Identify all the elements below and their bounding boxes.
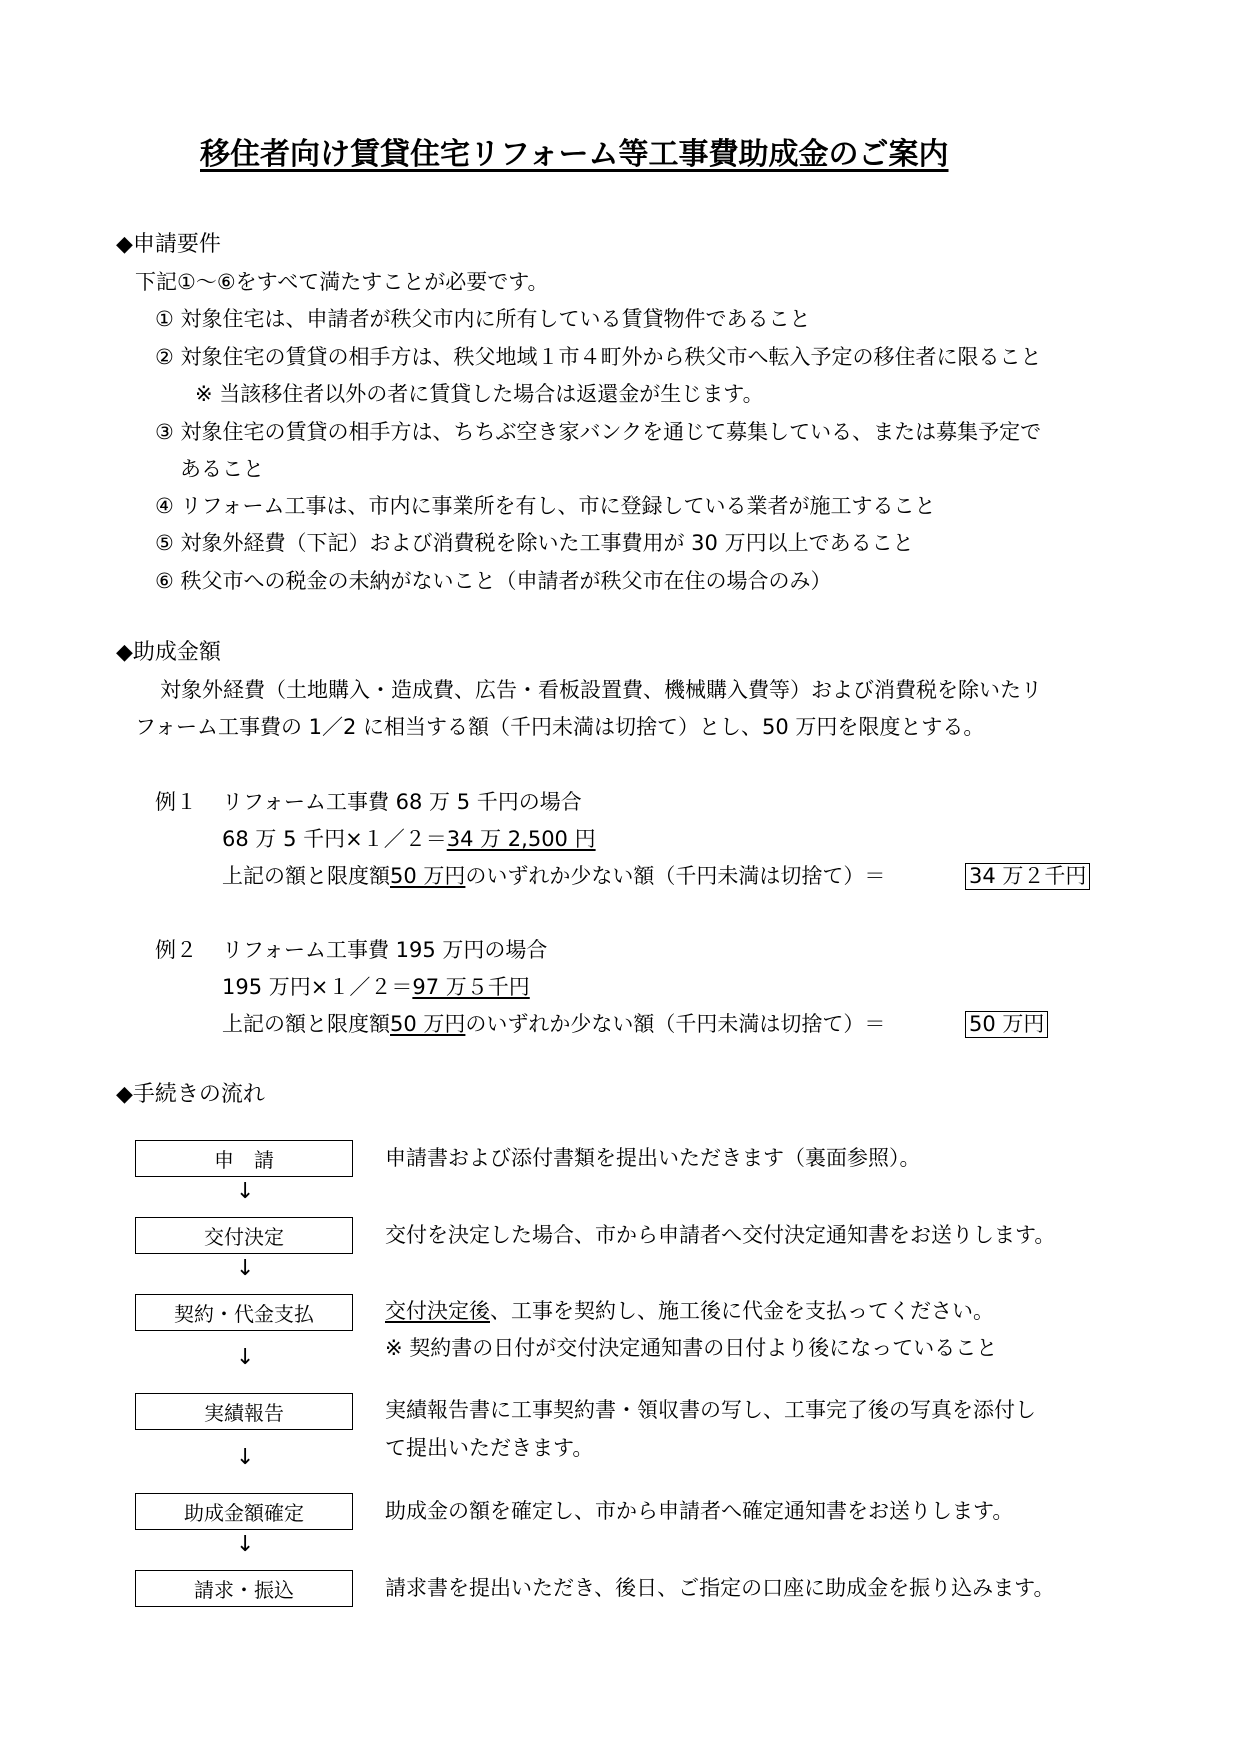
example2-calc-prefix: 195 万円×１／２＝ [222, 975, 413, 999]
example1-calc-result: 34 万 2,500 円 [446, 827, 596, 851]
example1-cmp-suffix: のいずれか少ない額（千円未満は切捨て）＝ [465, 864, 886, 888]
flow-step-claim-transfer-desc: 請求書を提出いただき、後日、ご指定の口座に助成金を振り込みます。 [385, 1576, 1055, 1600]
flow-arrow-3: ↓ [236, 1345, 255, 1370]
example2-cmp-prefix: 上記の額と限度額 [222, 1012, 390, 1036]
flow-heading: ◆手続きの流れ [116, 1082, 265, 1107]
example2-case: リフォーム工事費 195 万円の場合 [222, 938, 548, 962]
example2-result: 50 万円 [965, 1011, 1048, 1038]
flow-step-contract-payment-desc-underlined: 交付決定後 [385, 1299, 490, 1323]
requirement-item-1: ① 対象住宅は、申請者が秩父市内に所有している賃貸物件であること [155, 307, 811, 331]
requirement-item-5: ⑤ 対象外経費（下記）および消費税を除いた工事費用が 30 万円以上であること [155, 531, 914, 555]
flow-step-contract-payment-note: ※ 契約書の日付が交付決定通知書の日付より後になっていること [385, 1336, 998, 1360]
flow-step-contract-payment-desc-rest: 、工事を契約し、施工後に代金を支払ってください。 [490, 1299, 994, 1323]
flow-step-claim-transfer: 請求・振込 [135, 1570, 353, 1607]
flow-step-apply-desc: 申請書および添付書類を提出いただきます（裏面参照）。 [385, 1146, 921, 1170]
requirement-item-4: ④ リフォーム工事は、市内に事業所を有し、市に登録している業者が施工すること [155, 494, 936, 518]
flow-step-report-desc: 実績報告書に工事契約書・領収書の写し、工事完了後の写真を添付し [385, 1398, 1036, 1422]
flow-step-amount-confirm-desc: 助成金の額を確定し、市から申請者へ確定通知書をお送りします。 [385, 1499, 1014, 1523]
requirements-heading: ◆申請要件 [116, 232, 221, 257]
amount-desc-line2: フォーム工事費の 1／2 に相当する額（千円未満は切捨て）とし、50 万円を限度とする。 [135, 715, 985, 739]
requirement-item-2: ② 対象住宅の賃貸の相手方は、秩父地域１市４町外から秩父市へ転入予定の移住者に限ること [155, 345, 1042, 369]
flow-arrow-2: ↓ [236, 1256, 255, 1281]
example1-compare [222, 864, 885, 889]
flow-step-report: 実績報告 [135, 1393, 353, 1430]
example2-limit: 50 万円 [390, 1012, 466, 1036]
flow-arrow-4: ↓ [236, 1445, 255, 1470]
example1-cmp-prefix: 上記の額と限度額 [222, 864, 390, 888]
flow-step-grant-decision-desc: 交付を決定した場合、市から申請者へ交付決定通知書をお送りします。 [385, 1223, 1056, 1247]
flow-step-grant-decision: 交付決定 [135, 1217, 353, 1254]
flow-step-report-desc-cont: て提出いただきます。 [385, 1436, 594, 1460]
flow-step-contract-payment: 契約・代金支払 [135, 1294, 353, 1331]
example2-cmp-suffix: のいずれか少ない額（千円未満は切捨て）＝ [465, 1012, 886, 1036]
flow-step-contract-payment-desc [385, 1299, 994, 1324]
requirement-item-3: ③ 対象住宅の賃貸の相手方は、ちちぶ空き家バンクを通じて募集している、または募集予定で [155, 420, 1042, 444]
example1-calc [222, 827, 596, 852]
amount-heading: ◆助成金額 [116, 640, 221, 665]
example2-calc [222, 975, 530, 1000]
page-title: 移住者向け賃貸住宅リフォーム等工事費助成金のご案内 [200, 137, 949, 172]
requirement-item-6: ⑥ 秩父市への税金の未納がないこと（申請者が秩父市在住の場合のみ） [155, 569, 832, 593]
requirement-item-3-cont: あること [180, 457, 264, 481]
flow-arrow-1: ↓ [236, 1179, 255, 1204]
example1-calc-prefix: 68 万 5 千円×１／２＝ [222, 827, 447, 851]
example2-label: 例２ [155, 938, 197, 962]
requirements-intro: 下記①～⑥をすべて満たすことが必要です。 [135, 270, 549, 294]
example1-label: 例１ [155, 790, 197, 814]
example1-result: 34 万２千円 [965, 863, 1090, 890]
requirement-note: ※ 当該移住者以外の者に賃貸した場合は返還金が生じます。 [195, 382, 764, 406]
example1-case: リフォーム工事費 68 万 5 千円の場合 [222, 790, 582, 814]
example1-limit: 50 万円 [390, 864, 466, 888]
flow-step-apply: 申 請 [135, 1140, 353, 1177]
flow-step-amount-confirm: 助成金額確定 [135, 1493, 353, 1530]
amount-desc-line1: 対象外経費（土地購入・造成費、広告・看板設置費、機械購入費等）および消費税を除いたリ [160, 678, 1042, 702]
example2-calc-result: 97 万５千円 [412, 975, 530, 999]
example2-compare [222, 1012, 885, 1037]
flow-arrow-5: ↓ [236, 1532, 255, 1557]
